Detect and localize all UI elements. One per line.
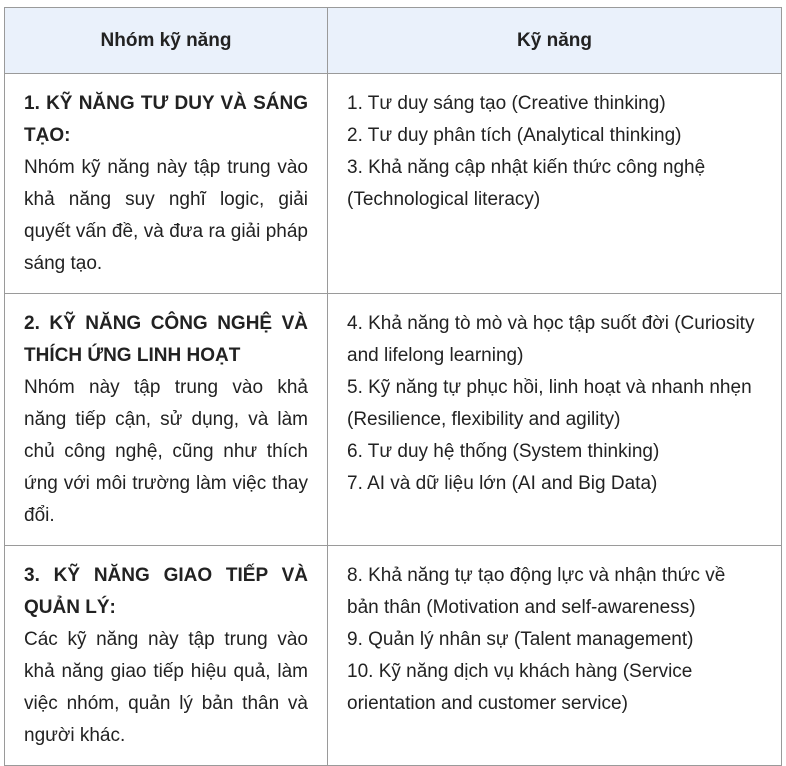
skill-item: 1. Tư duy sáng tạo (Creative thinking) [347, 93, 666, 114]
group-title: 1. KỸ NĂNG TƯ DUY VÀ SÁNG TẠO: [24, 93, 308, 146]
group-cell [5, 546, 328, 766]
header-skill-group: Nhóm kỹ năng [5, 8, 328, 74]
skills-cell [328, 74, 782, 294]
group-title: 3. KỸ NĂNG GIAO TIẾP VÀ QUẢN LÝ: [24, 565, 308, 618]
table-header [5, 8, 782, 74]
skills-cell [328, 546, 782, 766]
skill-item: 10. Kỹ năng dịch vụ khách hàng (Service orientation and customer service) [347, 661, 693, 714]
header-skills: Kỹ năng [328, 8, 782, 74]
skill-item: 7. AI và dữ liệu lớn (AI and Big Data) [347, 473, 658, 494]
group-description: Nhóm kỹ năng này tập trung vào khả năng suy nghĩ logic, giải quyết vấn đề, và đưa ra giải pháp sáng tạo. [24, 157, 308, 274]
skills-table [4, 7, 782, 766]
table-body [5, 74, 782, 766]
skill-item: 2. Tư duy phân tích (Analytical thinking) [347, 125, 682, 146]
skill-list [347, 308, 762, 500]
skill-item: 5. Kỹ năng tự phục hồi, linh hoạt và nhanh nhẹn (Resilience, flexibility and agility) [347, 377, 752, 430]
header-row [5, 8, 782, 74]
table-row [5, 74, 782, 294]
group-title: 2. KỸ NĂNG CÔNG NGHỆ VÀ THÍCH ỨNG LINH HOẠT [24, 313, 308, 366]
group-cell [5, 294, 328, 546]
group-description: Nhóm này tập trung vào khả năng tiếp cận, sử dụng, và làm chủ công nghệ, cũng như thích ứng với môi trường làm việc thay đổi. [24, 377, 308, 526]
skill-item: 8. Khả năng tự tạo động lực và nhận thức về bản thân (Motivation and self-awareness) [347, 565, 726, 618]
skill-item: 4. Khả năng tò mò và học tập suốt đời (Curiosity and lifelong learning) [347, 313, 755, 366]
table-row [5, 294, 782, 546]
skill-item: 3. Khả năng cập nhật kiến thức công nghệ (Technological literacy) [347, 157, 706, 210]
skill-item: 6. Tư duy hệ thống (System thinking) [347, 441, 660, 462]
skill-item: 9. Quản lý nhân sự (Talent management) [347, 629, 694, 650]
table-row [5, 546, 782, 766]
skills-table-container [4, 7, 781, 766]
group-description: Các kỹ năng này tập trung vào khả năng giao tiếp hiệu quả, làm việc nhóm, quản lý bản thân và người khác. [24, 629, 308, 746]
skill-list [347, 88, 762, 216]
group-cell [5, 74, 328, 294]
skills-cell [328, 294, 782, 546]
skill-list [347, 560, 762, 720]
